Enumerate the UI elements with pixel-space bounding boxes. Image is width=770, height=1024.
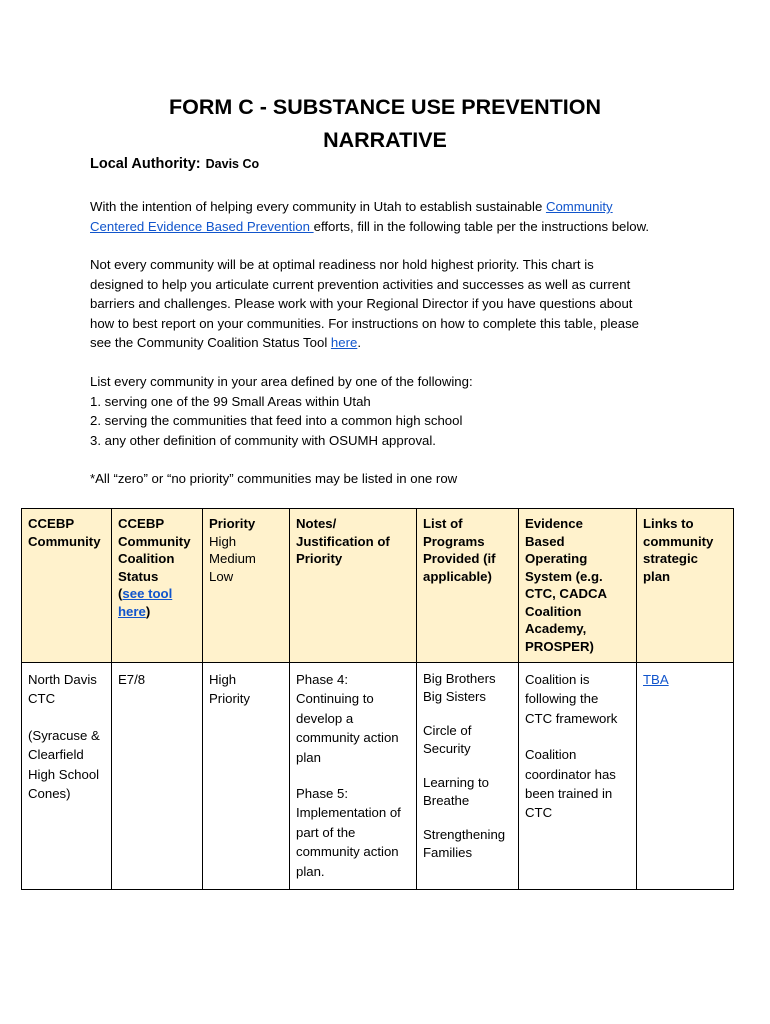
para2-line1: Not every community will be at optimal readiness nor hold highest priority. This chart is bbox=[90, 257, 594, 272]
tba-link[interactable]: TBA bbox=[643, 672, 669, 687]
ccebp-link-part1[interactable]: Community bbox=[545, 199, 613, 214]
table-row bbox=[22, 663, 734, 890]
instructions-paragraph bbox=[90, 255, 639, 353]
header-priority: Priority High Medium Low bbox=[203, 509, 290, 663]
table-header-row bbox=[22, 509, 734, 663]
list-item: 1. serving one of the 99 Small Areas within Utah bbox=[90, 393, 371, 409]
form-title-line2: NARRATIVE bbox=[323, 128, 447, 152]
cell-notes: Phase 4: Continuing to develop a community action plan Phase 5: Implementation of part of the community action plan. bbox=[290, 663, 417, 890]
header-notes-justification: Notes/ Justification of Priority bbox=[290, 509, 417, 663]
list-item: 2. serving the communities that feed into a common high school bbox=[90, 413, 463, 428]
prevention-table bbox=[21, 508, 734, 890]
cell-operating-system: Coalition is following the CTC framework Coalition coordinator has been trained in CTC bbox=[519, 663, 637, 890]
cell-strategic-plan bbox=[637, 663, 734, 890]
cell-programs: Big Brothers Big Sisters Circle of Security Learning to Breathe Strengthening Families bbox=[417, 663, 519, 890]
header-strategic-plan-links: Links to community strategic plan bbox=[637, 509, 734, 663]
intro-text-a: With the intention of helping every community in Utah to establish sustainable bbox=[90, 199, 546, 214]
local-authority-value: Davis Co bbox=[205, 157, 260, 171]
form-title-line1: FORM C - SUBSTANCE USE PREVENTION bbox=[168, 95, 601, 119]
zero-priority-note: *All “zero” or “no priority” communities may be listed in one row bbox=[90, 471, 458, 486]
local-authority-label: Local Authority: bbox=[90, 156, 201, 172]
header-ccebp-community: CCEBP Community bbox=[22, 509, 112, 663]
see-tool-here-link[interactable]: see tool here bbox=[118, 586, 173, 619]
para2-line5: see the Community Coalition Status Tool bbox=[90, 335, 331, 350]
intro-paragraph bbox=[90, 197, 649, 236]
cell-coalition-status: E7/8 bbox=[112, 663, 203, 890]
para2-line4: how to best report on your communities. For instructions on how to complete this table, please bbox=[90, 315, 640, 331]
para2-line2: designed to help you articulate current prevention activities and successes as well as current bbox=[90, 276, 631, 292]
cell-community: North Davis CTC (Syracuse & Clearfield High School Cones) bbox=[22, 663, 112, 890]
status-tool-link[interactable]: here bbox=[330, 335, 358, 350]
list-intro: List every community in your area defined by one of the following: bbox=[90, 374, 473, 389]
list-item: 3. any other definition of community with OSUMH approval. bbox=[90, 432, 436, 448]
para2-line3: barriers and challenges. Please work with your Regional Director if you have questions about bbox=[90, 296, 633, 311]
intro-text-b: efforts, fill in the following table per the instructions below. bbox=[313, 218, 650, 234]
para2-line5-end: . bbox=[357, 335, 361, 350]
cell-priority: High Priority bbox=[203, 663, 290, 890]
header-operating-system: Evidence Based Operating System (e.g. CTC, CADCA Coalition Academy, PROSPER) bbox=[519, 509, 637, 663]
header-coalition-status: CCEBP Community Coalition Status (see tool here) bbox=[112, 509, 203, 663]
local-authority bbox=[90, 156, 259, 172]
ccebp-link-part2[interactable]: Centered Evidence Based Prevention bbox=[90, 218, 314, 234]
header-programs: List of Programs Provided (if applicable) bbox=[417, 509, 519, 663]
community-definition-list bbox=[90, 372, 473, 450]
